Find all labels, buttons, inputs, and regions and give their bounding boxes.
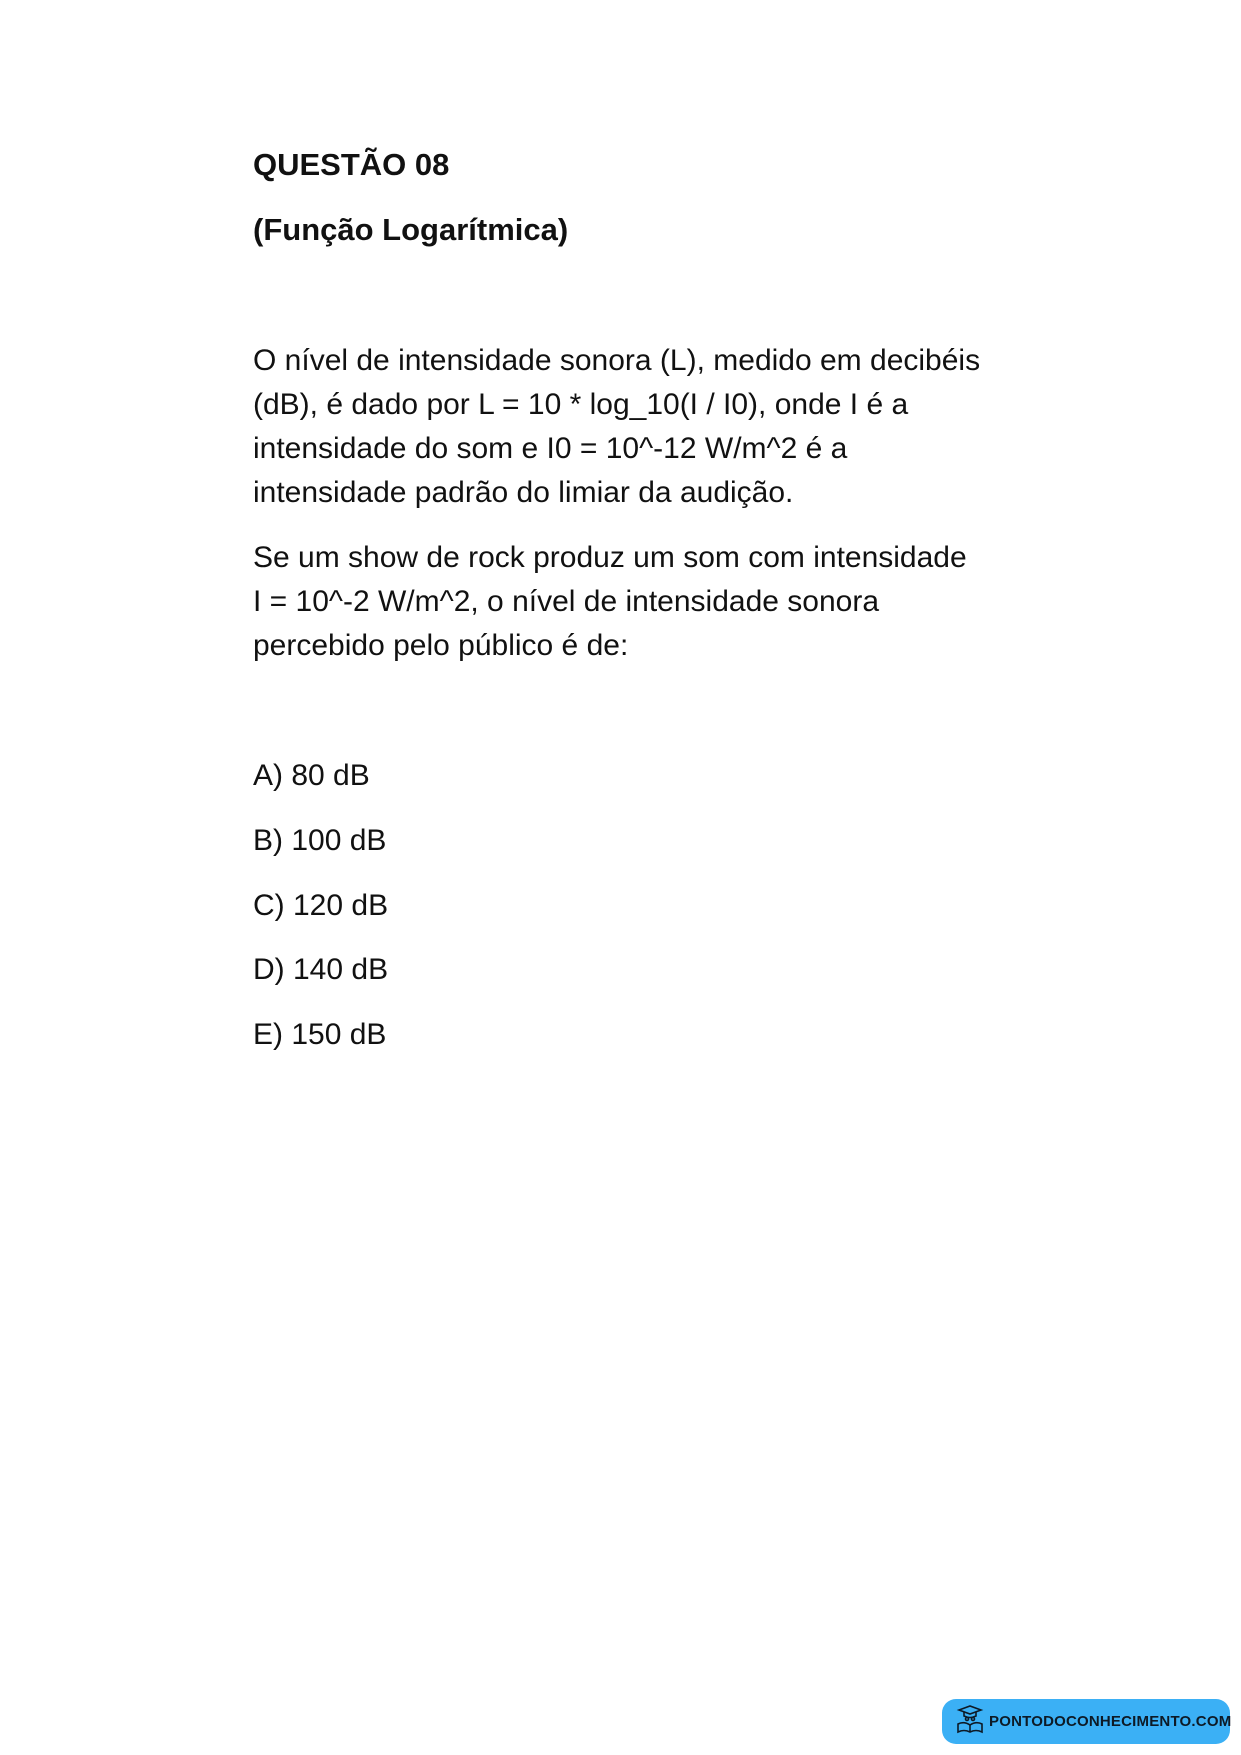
text-line: percebido pelo público é de: <box>253 629 629 662</box>
question-topic: (Função Logarítmica) <box>253 212 569 247</box>
text-line: Se um show de rock produz um som com intensidade <box>253 541 967 574</box>
badge-text: PONTODOCONHECIMENTO.COM <box>989 1713 1232 1730</box>
option-d: D) 140 dB <box>253 953 389 986</box>
option-a: A) 80 dB <box>253 759 370 792</box>
text-line: intensidade do som e I0 = 10^-12 W/m^2 é a <box>253 432 848 465</box>
text-line: O nível de intensidade sonora (L), medido em decibéis <box>253 344 981 377</box>
option-e: E) 150 dB <box>253 1018 387 1051</box>
question-paragraph-2 <box>253 536 967 668</box>
option-b: B) 100 dB <box>253 824 387 857</box>
question-paragraph-1 <box>253 339 980 515</box>
text-line: intensidade padrão do limiar da audição. <box>253 476 794 509</box>
graduate-reading-icon <box>955 1704 985 1739</box>
text-line: (dB), é dado por L = 10 * log_10(I / I0), onde I é a <box>253 388 909 421</box>
question-title: QUESTÃO 08 <box>253 147 450 182</box>
option-c: C) 120 dB <box>253 889 389 922</box>
site-badge <box>942 1699 1230 1744</box>
text-line: I = 10^-2 W/m^2, o nível de intensidade sonora <box>253 585 880 618</box>
